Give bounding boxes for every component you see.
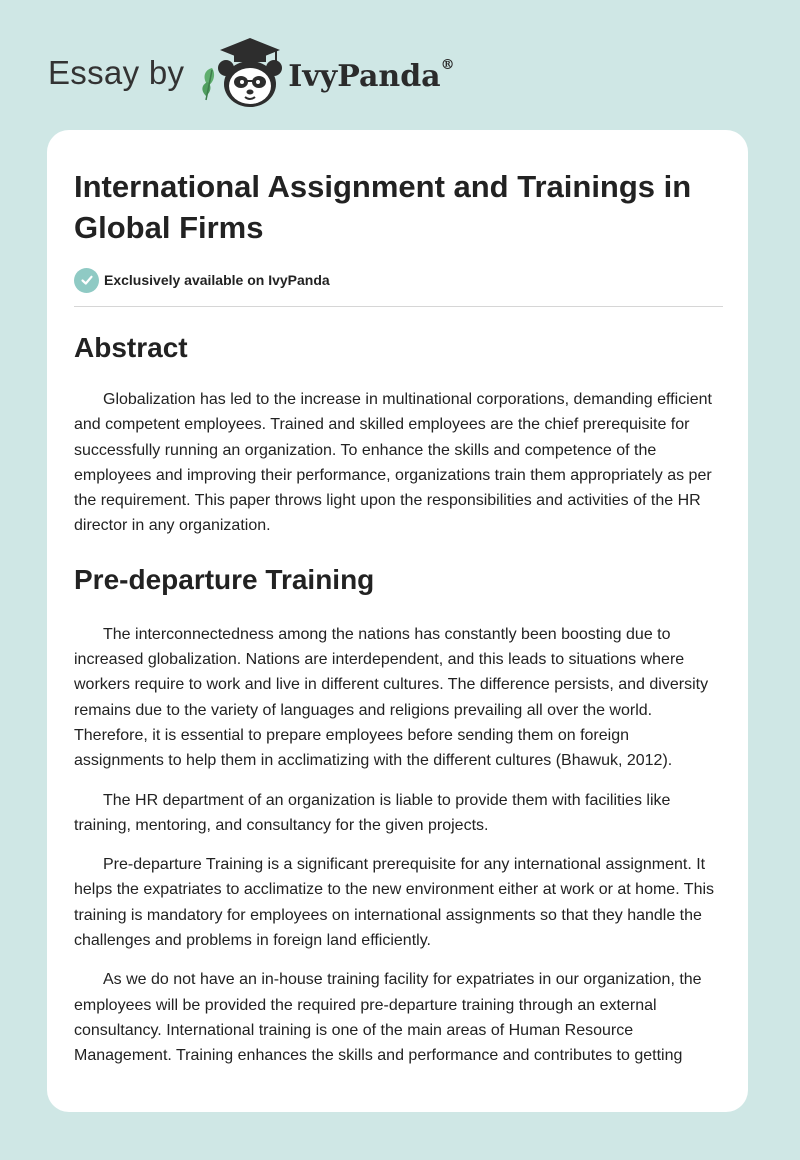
panda-graduate-icon[interactable] <box>198 36 284 110</box>
body-paragraph: Pre-departure Training is a significant prerequisite for any international assignment. It helps the expatriates to acclimatize to the new environment either at work or at home. This training is mandatory for employees on international assignments so that they handle the challenges and problems in foreign land efficiently. <box>74 856 715 950</box>
registered-mark: ® <box>440 56 455 73</box>
abstract-paragraph: Globalization has led to the increase in multinational corporations, demanding efficient and competent employees. Trained and skilled employees are the chief prerequisite for successfully running an organization. To enhance the skills and competence of the employees and improving their performance, organizations train them appropriately as per the requirement. This paper throws light upon the responsibilities and activities of the HR director in any organization. <box>74 391 712 535</box>
divider <box>74 306 723 307</box>
body-paragraph: The HR department of an organization is liable to provide them with facilities like training, mentoring, and consultancy for the given projects. <box>74 791 671 834</box>
site-header <box>48 36 455 110</box>
essay-card <box>47 130 748 1112</box>
exclusive-badge <box>74 266 721 294</box>
section-heading-pre-departure: Pre-departure Training <box>74 563 375 595</box>
check-circle-icon <box>74 268 99 293</box>
section-heading-abstract: Abstract <box>74 332 188 363</box>
body-paragraph: The interconnectedness among the nations has constantly been boosting due to increased globalization. Nations are interdependent, and this leads to situations where workers require to work and live in different cultures. The difference persists, and diversity remains due to the variety of languages and religions prevailing all over the world. Therefore, it is essential to prepare employees before sending them on foreign assignments to help them in acclimatizing with the different cultures (Bhawuk, 2012). <box>74 625 709 770</box>
essay-by-label: Essay by <box>48 54 185 91</box>
exclusive-label: Exclusively available on IvyPanda <box>104 272 330 288</box>
essay-title: International Assignment and Trainings in Global Firms <box>74 169 692 245</box>
body-paragraph: As we do not have an in-house training facility for expatriates in our organization, the employees will be provided the required pre-departure training through an external consultancy. International training is one of the main areas of Human Resource Management. Training enhances the skills and performance and contributes to getting <box>74 971 702 1065</box>
brand-name[interactable]: IvyPanda® <box>288 56 455 94</box>
